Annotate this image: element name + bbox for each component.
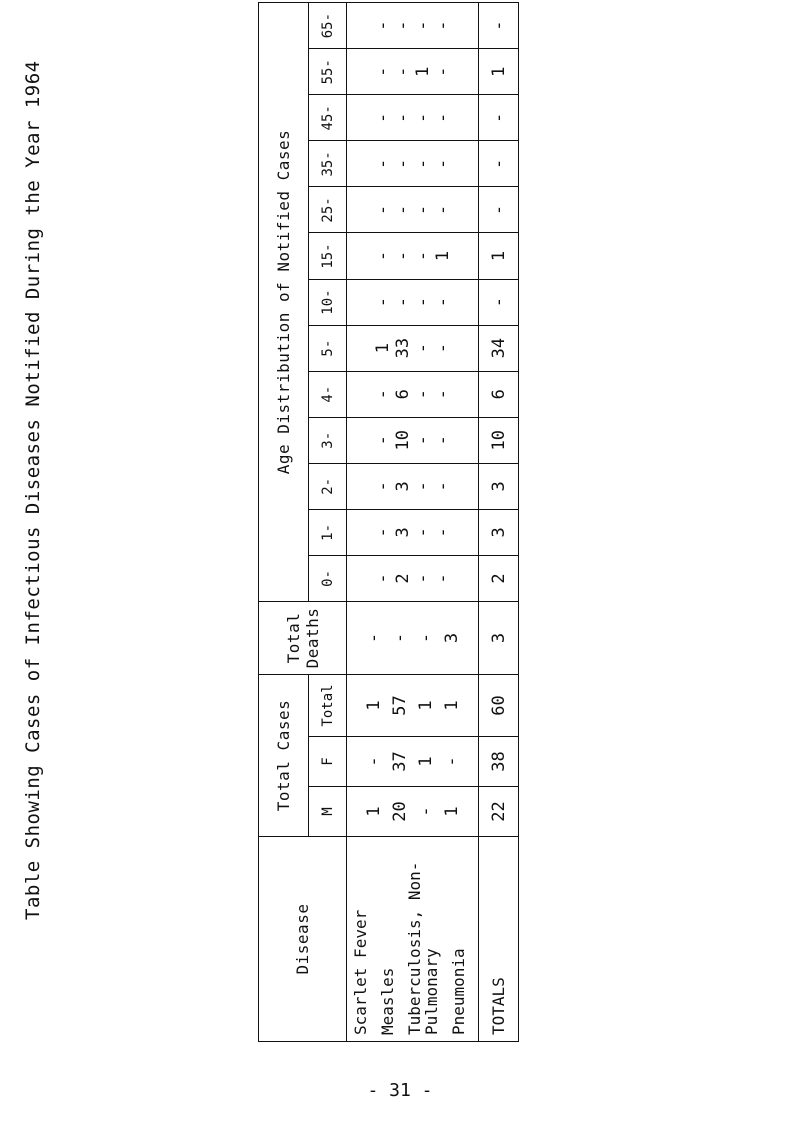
age-cell: [347, 279, 479, 325]
age-cell: [347, 417, 479, 463]
cell-value: -: [372, 20, 393, 31]
age-cell: [347, 3, 479, 49]
cell-value: 1: [432, 250, 453, 262]
cell-value: -: [372, 66, 393, 77]
male-cell: [347, 787, 479, 837]
cell-value: 3: [392, 527, 413, 538]
disease-line: Tuberculosis, Non-Pulmonary: [405, 861, 441, 1035]
cell-value: 57: [389, 695, 410, 716]
totals-row: [479, 3, 519, 1042]
cell-value: 1: [415, 756, 436, 767]
total-header: Total: [309, 674, 347, 736]
totals-age: 3: [479, 509, 519, 555]
female-header: F: [309, 737, 347, 787]
totals-age: 6: [479, 371, 519, 417]
cell-value: -: [372, 158, 393, 170]
cell-value: 1: [441, 700, 462, 711]
cell-value: -: [372, 527, 393, 538]
cell-value: -: [372, 435, 393, 446]
cell-value: 33: [392, 337, 413, 359]
cell-value: 20: [389, 801, 410, 822]
age-header-5: 5-: [309, 325, 347, 371]
totals-male: 22: [479, 787, 519, 837]
infectious-diseases-table: [258, 2, 519, 1042]
cell-value: -: [372, 481, 393, 492]
cell-value: -: [432, 204, 453, 216]
cell-value: -: [392, 250, 413, 262]
age-header-10: 10-: [309, 279, 347, 325]
cell-value: 1: [372, 343, 393, 354]
cell-value: -: [412, 112, 433, 123]
totals-female: 38: [479, 737, 519, 787]
page-title: Table Showing Cases of Infectious Diseases Notified During the Year 1964: [22, 60, 44, 920]
cell-value: -: [412, 573, 433, 584]
cell-value: 2: [392, 573, 413, 584]
cell-value: -: [432, 481, 453, 492]
totals-age: -: [479, 279, 519, 325]
cell-value: -: [412, 481, 433, 492]
cell-value: 10: [392, 430, 413, 451]
totals-label: TOTALS: [479, 837, 519, 1042]
age-distribution-header: Age Distribution of Notified Cases: [259, 3, 309, 602]
cell-value: -: [412, 158, 433, 170]
age-header-15: 15-: [309, 233, 347, 279]
cell-value: 1: [363, 700, 384, 711]
age-cell: [347, 95, 479, 141]
total-cell: [347, 674, 479, 736]
cell-value: -: [412, 527, 433, 538]
age-header-1: 1-: [309, 509, 347, 555]
age-header-65: 65-: [309, 3, 347, 49]
cell-value: -: [415, 806, 436, 817]
male-header: M: [309, 787, 347, 837]
female-cell: [347, 737, 479, 787]
age-header-25: 25-: [309, 187, 347, 233]
cell-value: -: [415, 632, 436, 644]
cell-value: -: [363, 632, 384, 644]
cell-value: -: [412, 296, 433, 308]
disease-line: Scarlet Fever: [351, 909, 370, 1035]
totals-deaths: 3: [479, 601, 519, 674]
total-cases-header: Total Cases: [259, 674, 309, 836]
cell-value: -: [432, 527, 453, 538]
age-cell: [347, 233, 479, 279]
cell-value: -: [392, 204, 413, 216]
cell-value: -: [412, 204, 433, 216]
cell-value: 6: [392, 389, 413, 400]
age-cell: [347, 371, 479, 417]
cell-value: -: [432, 343, 453, 354]
totals-age: 1: [479, 233, 519, 279]
cell-value: -: [412, 389, 433, 400]
disease-line: Measles: [378, 967, 397, 1035]
cell-value: -: [412, 20, 433, 31]
age-cell: [347, 325, 479, 371]
age-header-35: 35-: [309, 141, 347, 187]
totals-total: 60: [479, 674, 519, 736]
deaths-cell: [347, 601, 479, 674]
cell-value: 3: [392, 481, 413, 492]
cell-value: -: [392, 20, 413, 31]
age-cell: [347, 463, 479, 509]
cell-value: -: [372, 296, 393, 308]
rotated-table-wrapper: [258, 2, 518, 1042]
cell-value: -: [372, 250, 393, 262]
age-header-3: 3-: [309, 417, 347, 463]
totals-age: -: [479, 3, 519, 49]
totals-age: 2: [479, 555, 519, 601]
totals-age: 1: [479, 49, 519, 95]
table-row: [347, 3, 479, 1042]
cell-value: -: [392, 296, 413, 308]
cell-value: -: [412, 343, 433, 354]
cell-value: -: [372, 204, 393, 216]
cell-value: -: [372, 573, 393, 584]
cell-value: 37: [389, 751, 410, 772]
cell-value: -: [432, 112, 453, 123]
age-cell: [347, 509, 479, 555]
cell-value: 1: [415, 700, 436, 711]
age-cell: [347, 187, 479, 233]
cell-value: -: [412, 250, 433, 262]
cell-value: -: [363, 756, 384, 767]
cell-value: -: [441, 756, 462, 767]
age-header-45: 45-: [309, 95, 347, 141]
age-cell: [347, 49, 479, 95]
totals-age: 3: [479, 463, 519, 509]
cell-value: -: [392, 158, 413, 170]
age-header-2: 2-: [309, 463, 347, 509]
age-header-0: 0-: [309, 555, 347, 601]
cell-value: -: [392, 112, 413, 123]
cell-value: -: [432, 389, 453, 400]
cell-value: -: [432, 66, 453, 77]
cell-value: -: [372, 389, 393, 400]
cell-value: -: [432, 435, 453, 446]
disease-name: [347, 837, 479, 1042]
totals-age: -: [479, 187, 519, 233]
age-cell: [347, 555, 479, 601]
totals-age: 34: [479, 325, 519, 371]
totals-age: 10: [479, 417, 519, 463]
cell-value: 1: [363, 806, 384, 817]
cell-value: -: [372, 112, 393, 123]
cell-value: -: [392, 66, 413, 77]
age-header-55: 55-: [309, 49, 347, 95]
totals-age: -: [479, 141, 519, 187]
disease-line: Pneumonia: [449, 948, 468, 1035]
cell-value: 1: [412, 66, 433, 77]
cell-value: -: [412, 435, 433, 446]
disease-header: Disease: [259, 837, 347, 1042]
cell-value: -: [432, 20, 453, 31]
age-cell: [347, 141, 479, 187]
page-number: - 31 -: [367, 1080, 433, 1101]
cell-value: 1: [441, 806, 462, 817]
cell-value: -: [432, 158, 453, 170]
totals-age: -: [479, 95, 519, 141]
cell-value: -: [389, 632, 410, 644]
age-header-4: 4-: [309, 371, 347, 417]
cell-value: -: [432, 573, 453, 584]
cell-value: -: [432, 296, 453, 308]
cell-value: 3: [441, 632, 462, 644]
total-deaths-header: Total Deaths: [259, 601, 347, 674]
